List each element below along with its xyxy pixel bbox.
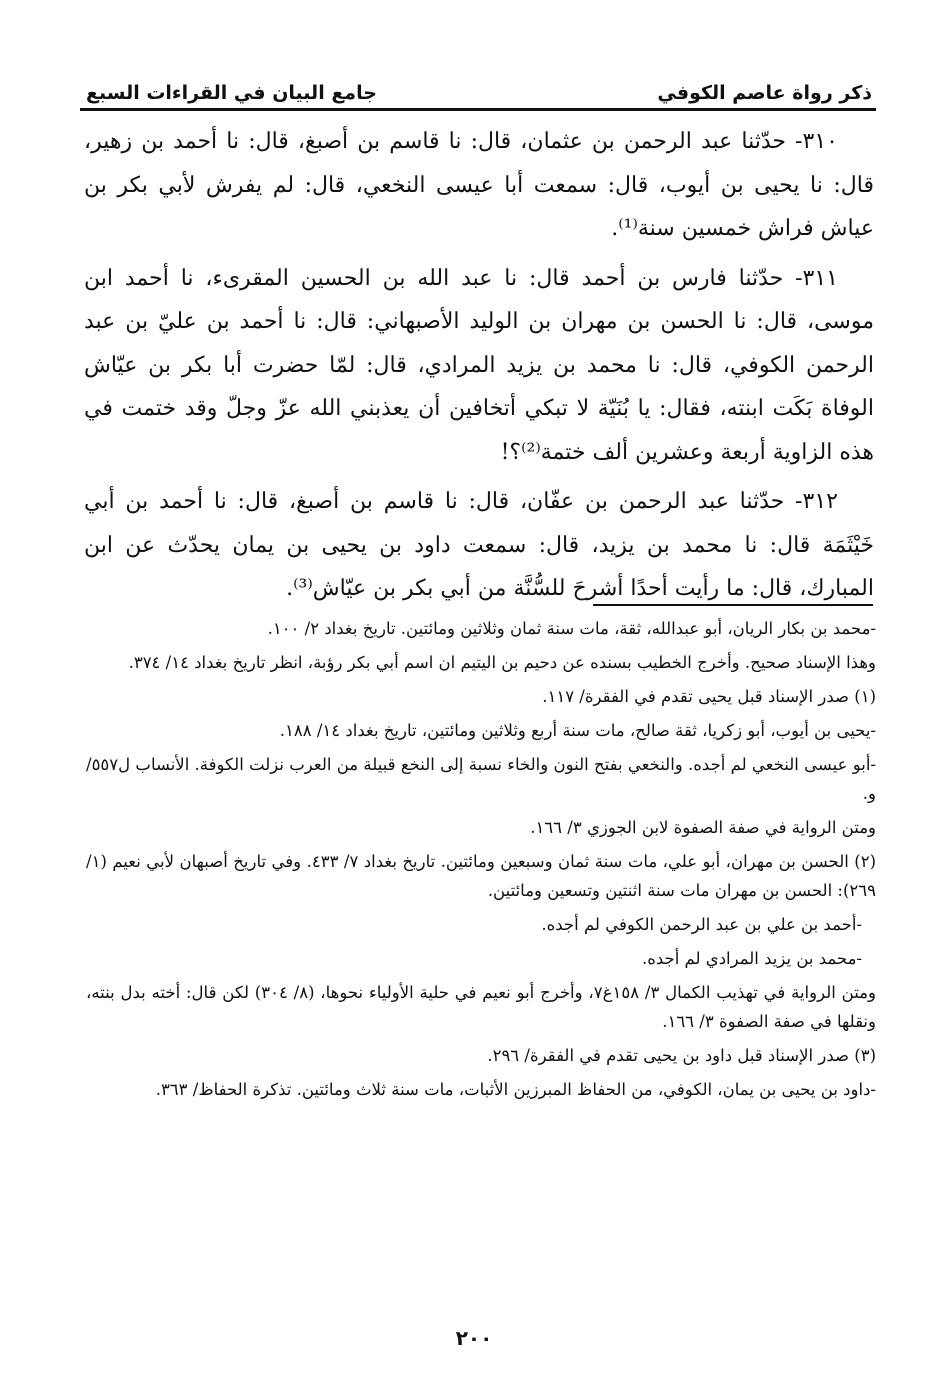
footnote-line: -محمد بن بكار الريان، أبو عبدالله، ثقة، مات سنة ثمان وثلاثين ومائتين. تاريخ بغداد ٢/ ١٠٠. xyxy=(267,619,876,638)
running-head xyxy=(86,64,872,104)
footnote-line: -أبو عيسى النخعي لم أجده. والنخعي بفتح النون والخاء نسبة إلى النخع قبيلة من العرب نزلت الكوفة. الأنساب ل٥٥٧/ و. xyxy=(86,755,876,803)
footnote-1: (١) صدر الإسناد قبل يحيى تقدم في الفقرة/ ١١٧. xyxy=(542,687,876,706)
footnote-line: وهذا الإسناد صحيح. وأخرج الخطيب بسنده عن دحيم بن اليتيم ان اسم أبي بكر رؤبة، انظر تاريخ بغداد ١٤/ ٣٧٤. xyxy=(128,653,876,672)
header-rule xyxy=(80,108,876,111)
footnote-separator xyxy=(593,604,873,606)
footnote-line: -داود بن يحيى بن يمان، الكوفي، من الحفاظ المبرزين الأثبات، مات سنة ثلاث ومائتين. تذكرة الحفاظ/ ٣٦٣. xyxy=(155,1080,876,1099)
paragraph-310: ٣١٠- حدّثنا عبد الرحمن بن عثمان، قال: نا قاسم بن أصبغ، قال: نا أحمد بن زهير، قال: نا يحيى بن أيوب، قال: سمعت أبا عيسى النخعي، قال: لم يفرش لأبي بكر بن عياش فراش خمسين سنة⁽¹⁾. xyxy=(84,129,874,241)
running-head-right: ذكر رواة عاصم الكوفي xyxy=(657,82,872,104)
running-head-left: جامع البيان في القراءات السبع xyxy=(86,82,377,104)
main-text xyxy=(84,120,874,617)
footnote-3: (٣) صدر الإسناد قبل داود بن يحيى تقدم في الفقرة/ ٢٩٦. xyxy=(487,1046,876,1065)
footnote-line: -يحيى بن أيوب، أبو زكريا، ثقة صالح، مات سنة أربع وثلاثين ومائتين، تاريخ بغداد ١٤/ ١٨٨. xyxy=(279,721,876,740)
footnotes xyxy=(86,614,876,1109)
footnote-line: ومتن الرواية في تهذيب الكمال ٣/ ١٥٨غ٧، وأخرج أبو نعيم في حلية الأولياء نحوها، (٨/ ٣٠٤) لكن قال: أخته بدل بنته، ونقلها في صفة الصفوة ٣/ ١٦٦. xyxy=(86,983,876,1031)
paragraph-311: ٣١١- حدّثنا فارس بن أحمد قال: نا عبد الله بن الحسين المقرىء، نا أحمد ابن موسى، قال: نا الحسن بن مهران بن الوليد الأصبهاني: قال: نا أحمد بن عليّ بن عبد الرحمن الكوفي، قال: نا محمد بن يزيد المرادي، قال: لمّا حضرت أبا بكر بن عيّاش الوفاة بَكَت ابنته، فقال: يا بُنَيّة لا تبكي أتخافين أن يعذبني الله عزّ وجلّ وقد ختمت في هذه الزاوية أربعة وعشرين ألف ختمة⁽²⁾؟! xyxy=(84,265,874,465)
footnote-line: ومتن الرواية في صفة الصفوة لابن الجوزي ٣/ ١٦٦. xyxy=(530,818,876,837)
paragraph-312: ٣١٢- حدّثنا عبد الرحمن بن عفّان، قال: نا قاسم بن أصبغ، قال: نا أحمد بن أبي خَيْثَمَة قال: نا محمد بن يزيد، قال: سمعت داود بن يحيى بن يمان يحدّث عن ابن المبارك، قال: ما رأيت أحدًا أشرحَ للسُّنَّة من أبي بكر بن عيّاش⁽³⁾. xyxy=(84,489,874,601)
footnote-2: (٢) الحسن بن مهران، أبو علي، مات سنة ثمان وسبعين ومائتين. تاريخ بغداد ٧/ ٤٣٣. وفي تاريخ أصبهان لأبي نعيم (١/ ٢٦٩): الحسن بن مهران مات سنة اثنتين وتسعين ومائتين. xyxy=(86,852,876,900)
footnote-line: -أحمد بن علي بن عبد الرحمن الكوفي لم أجده. xyxy=(541,915,862,934)
footnote-line: -محمد بن يزيد المرادي لم أجده. xyxy=(641,949,862,968)
page-number: ٢٠٠ xyxy=(455,1326,493,1350)
